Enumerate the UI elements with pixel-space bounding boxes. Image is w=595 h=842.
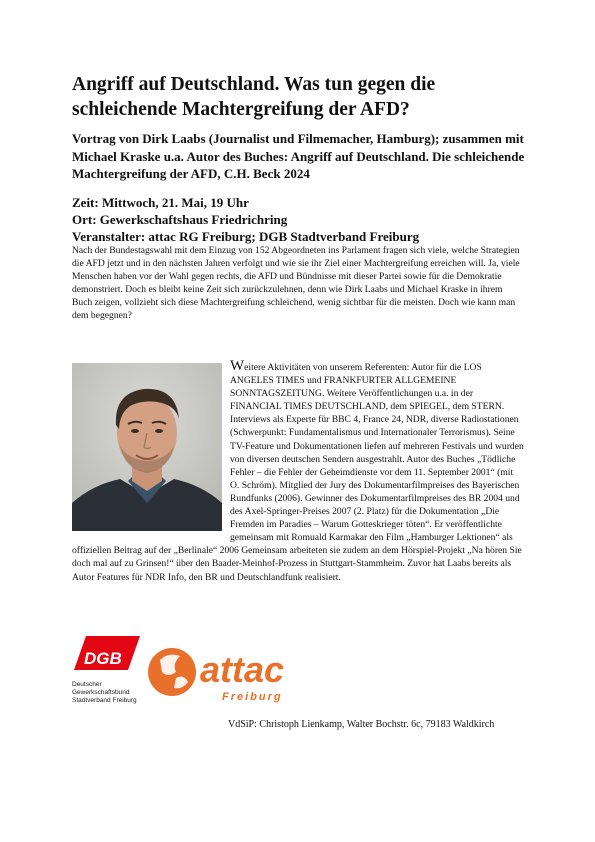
event-time: Zeit: Mittwoch, 21. Mai, 19 Uhr	[72, 195, 249, 210]
speaker-photo	[72, 363, 222, 531]
event-organizer: Veranstalter: attac RG Freiburg; DGB Stadtverband Freiburg	[72, 229, 420, 244]
dgb-line1: Deutscher	[72, 681, 102, 688]
dgb-line2: Gewerkschaftsbund	[72, 689, 130, 696]
dgb-wordmark: DGB	[84, 649, 122, 668]
attac-subtitle: Freiburg	[222, 691, 283, 703]
bio-dropcap: W	[230, 358, 245, 374]
intro-paragraph: Nach der Bundestagswahl mit dem Einzug von 152 Abgeordneten ins Parlament fragen sich viele, welche Strategien die AFD jetzt und in den nächsten Jahren verfolgt und wie sie ihr Ziel einer Machtergreifung erreichen will. Ja, viele Menschen haben vor der Wahl gegen rechts, die AFD und Bündnisse mit dieser Partei sowie für die Demokratie demonstriert. Doch es bleibt keine Zeit sich zurückzulehnen, denn wie Dirk Laabs und Michael Kraske in ihrem Buch zeigen, vollzieht sich diese Machtergreifung schleichend, wenig sichtbar für die meisten. Doch wie kann man dem begegnen?	[72, 245, 520, 321]
speaker-portrait-image	[72, 363, 222, 531]
attac-logo	[146, 638, 316, 708]
attac-wordmark: attac	[200, 649, 285, 690]
event-title: Angriff auf Deutschland. Was tun gegen die schleichende Machtergreifung der AFD?	[72, 74, 436, 120]
bio-text: eitere Aktivitäten von unserem Referenten: Autor für die LOS ANGELES TIMES und FRANKFURTER ALLGEMEINE SONNTAGSZEITUNG. Weitere Veröffentlichungen u.a. in der FINANCIAL TIMES DEUTSCHLAND, dem SPIEGEL, dem STERN. Interviews als Experte für BBC 4, France 24, NDR, diverse Radiostationen (Schwerpunkt: Fundamentalismus und Internationaler Terrorismus). Seine TV-Feature und Dokumentationen liefen auf mehreren Festivals und wurden von diversen deutschen Sendern ausgestrahlt. Autor des Buches „Tödliche Fehler – die Fehler der Geheimdienste vor dem 11. September 2001“ (mit O. Schröm). Mitglied der Jury des Dokumentarfilmpreises des Bayerischen Rundfunks (2006). Gewinner des Dokumentarfilmpreises des BR 2004 und des Axel-Springer-Preises 2007 (2. Platz) für die Dokumentation „Die Fremden im Paradies – Warum Gotteskrieger töten“. Er veröffentlichte gemeinsam mit Romuald Karmakar den Film „Hamburger Lektionen“ als offiziellen Beitrag auf der „Berlinale“ 2006 Gemeinsam arbeiteten sie zudem an dem Hörspiel-Projekt „Na hören Sie doch mal auf zu Grinsen!“ über den Baader-Meinhof-Prozess in Stuttgart-Stammheim. Zuvor hat Laabs bereits als Autor Features für NDR Info, den BR und Deutschlandfunk realisiert.	[72, 362, 524, 583]
imprint-footer: VdSiP: Christoph Lienkamp, Walter Bochstr. 6c, 79183 Waldkirch	[228, 719, 495, 730]
dgb-logo	[72, 636, 152, 712]
event-location: Ort: Gewerkschaftshaus Friedrichring	[72, 212, 288, 227]
event-subtitle: Vortrag von Dirk Laabs (Journalist und Filmemacher, Hamburg); zusammen mit Michael Kraske u.a. Autor des Buches: Angriff auf Deutschland. Die schleichende Machtergreifung der AFD, C.H. Beck 2024	[72, 131, 525, 181]
event-info	[72, 194, 542, 245]
dgb-line3: Stadtverband Freiburg	[72, 697, 137, 704]
speaker-bio	[72, 358, 524, 584]
